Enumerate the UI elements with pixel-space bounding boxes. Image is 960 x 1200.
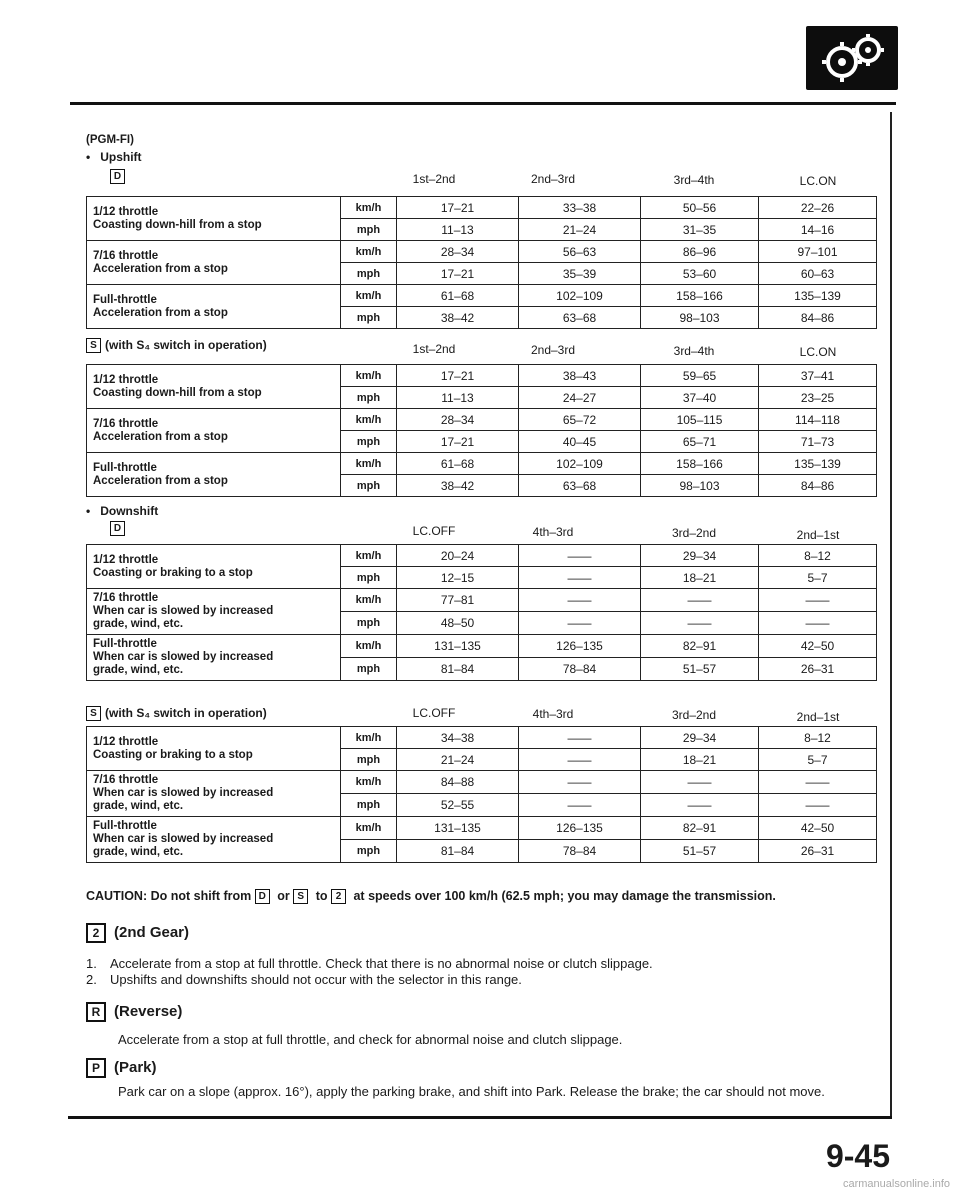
unit-cell: mph [341, 612, 397, 635]
speed-cell: 28–34 [397, 409, 519, 431]
table-row [87, 453, 877, 475]
unit-cell: mph [341, 263, 397, 285]
condition-line: Coasting or braking to a stop [93, 566, 253, 579]
unit-cell: mph [341, 387, 397, 409]
speed-cell: 38–42 [397, 307, 519, 329]
speed-cell: 78–84 [519, 658, 641, 681]
upshift-d-table [86, 196, 877, 329]
speed-cell: 24–27 [519, 387, 641, 409]
speed-cell: 38–42 [397, 475, 519, 497]
condition-line: 7/16 throttle [93, 774, 159, 786]
speed-cell: 65–71 [641, 431, 759, 453]
table-row [87, 727, 877, 749]
speed-cell: 33–38 [519, 197, 641, 219]
second-gear-heading: 2 (2nd Gear) [86, 923, 189, 943]
speed-cell: 53–60 [641, 263, 759, 285]
condition-cell [87, 589, 341, 635]
speed-cell: 158–166 [641, 453, 759, 475]
downshift-title: • Downshift [86, 504, 159, 518]
condition-line: Full-throttle [93, 638, 157, 650]
condition-cell [87, 365, 341, 409]
unit-cell: km/h [341, 589, 397, 612]
table-row [87, 285, 877, 307]
speed-cell: 42–50 [759, 817, 877, 840]
speed-cell: —— [759, 612, 877, 635]
speed-cell: —— [641, 589, 759, 612]
speed-cell: 8–12 [759, 727, 877, 749]
speed-cell: 5–7 [759, 749, 877, 771]
speed-cell: 51–57 [641, 658, 759, 681]
speed-cell: 82–91 [641, 817, 759, 840]
speed-cell: 37–41 [759, 365, 877, 387]
condition-line: Acceleration from a stop [93, 430, 228, 443]
caution-text: CAUTION: Do not shift from D or S to 2 at speeds over 100 km/h (62.5 mph; you may damage the transmission. [86, 889, 776, 903]
col-header: 1st–2nd [412, 342, 456, 356]
unit-cell: km/h [341, 771, 397, 794]
condition-cell [87, 635, 341, 681]
speed-cell: 52–55 [397, 794, 519, 817]
unit-cell: mph [341, 840, 397, 863]
col-header: 1st–2nd [412, 172, 456, 186]
speed-cell: 84–86 [759, 307, 877, 329]
s-range-box: S [86, 706, 101, 721]
condition-line: When car is slowed by increased [93, 787, 274, 799]
table-row [87, 241, 877, 263]
speed-cell: —— [641, 771, 759, 794]
condition-line: 7/16 throttle [93, 417, 159, 430]
speed-cell: 51–57 [641, 840, 759, 863]
unit-cell: km/h [341, 635, 397, 658]
speed-cell: 20–24 [397, 545, 519, 567]
unit-cell: km/h [341, 197, 397, 219]
unit-cell: km/h [341, 453, 397, 475]
speed-cell: 126–135 [519, 817, 641, 840]
second-range-box: 2 [86, 923, 106, 943]
unit-cell: mph [341, 219, 397, 241]
speed-cell: 29–34 [641, 545, 759, 567]
reverse-text: Accelerate from a stop at full throttle, and check for abnormal noise and clutch slippage. [118, 1032, 623, 1047]
park-range-box: P [86, 1058, 106, 1078]
page-number: 9-45 [825, 1138, 890, 1174]
col-header: 2nd–3rd [530, 172, 576, 186]
upshift-d-label [110, 168, 129, 186]
speed-cell: 56–63 [519, 241, 641, 263]
unit-cell: km/h [341, 241, 397, 263]
speed-cell: 63–68 [519, 475, 641, 497]
condition-line: When car is slowed by increased [93, 605, 274, 617]
condition-line: 1/12 throttle [93, 553, 159, 566]
speed-cell: 98–103 [641, 475, 759, 497]
speed-cell: —— [519, 612, 641, 635]
speed-cell: —— [759, 589, 877, 612]
speed-cell: 50–56 [641, 197, 759, 219]
table-row [87, 771, 877, 794]
unit-cell: mph [341, 749, 397, 771]
condition-cell [87, 285, 341, 329]
speed-cell: 8–12 [759, 545, 877, 567]
speed-cell: —— [519, 794, 641, 817]
col-header: LC.ON [799, 174, 837, 188]
col-header: 4th–3rd [532, 707, 574, 721]
col-header: 3rd–4th [673, 173, 715, 187]
speed-cell: 105–115 [641, 409, 759, 431]
park-text: Park car on a slope (approx. 16°), apply the parking brake, and shift into Park. Release the brake; the car should not move. [118, 1084, 825, 1099]
upshift-s-table [86, 364, 877, 497]
unit-cell: mph [341, 431, 397, 453]
downshift-d-table [86, 544, 877, 681]
second-range-box: 2 [331, 889, 346, 904]
condition-cell [87, 545, 341, 589]
unit-cell: mph [341, 567, 397, 589]
speed-cell: 71–73 [759, 431, 877, 453]
table-row [87, 545, 877, 567]
speed-cell: 17–21 [397, 431, 519, 453]
speed-cell: 131–135 [397, 817, 519, 840]
speed-cell: 12–15 [397, 567, 519, 589]
speed-cell: 135–139 [759, 285, 877, 307]
speed-cell: 131–135 [397, 635, 519, 658]
speed-cell: 97–101 [759, 241, 877, 263]
bottom-rule [68, 1116, 892, 1119]
speed-cell: —— [519, 749, 641, 771]
table-row [87, 817, 877, 840]
speed-cell: 48–50 [397, 612, 519, 635]
speed-cell: 40–45 [519, 431, 641, 453]
condition-line: 7/16 throttle [93, 249, 159, 262]
speed-cell: 102–109 [519, 285, 641, 307]
speed-cell: 18–21 [641, 749, 759, 771]
speed-cell: 98–103 [641, 307, 759, 329]
upshift-s-label: S (with S₄ switch in operation) [86, 338, 267, 353]
unit-cell: km/h [341, 727, 397, 749]
speed-cell: —— [641, 794, 759, 817]
unit-cell: km/h [341, 817, 397, 840]
unit-cell: mph [341, 658, 397, 681]
condition-cell [87, 241, 341, 285]
speed-cell: —— [519, 545, 641, 567]
second-gear-list: 1. Accelerate from a stop at full throttle. Check that there is no abnormal noise or clutch slippage. 2. Upshifts and downshifts should not occur with the selector in this range. [86, 956, 653, 987]
speed-cell: —— [759, 771, 877, 794]
speed-cell: 14–16 [759, 219, 877, 241]
unit-cell: km/h [341, 365, 397, 387]
condition-line: grade, wind, etc. [93, 846, 184, 858]
condition-cell [87, 771, 341, 817]
condition-line: Coasting down-hill from a stop [93, 386, 262, 399]
table-row [87, 197, 877, 219]
speed-cell: 77–81 [397, 589, 519, 612]
speed-cell: 126–135 [519, 635, 641, 658]
condition-line: Coasting down-hill from a stop [93, 218, 262, 231]
col-header: 3rd–4th [673, 344, 715, 358]
speed-cell: 38–43 [519, 365, 641, 387]
condition-cell [87, 727, 341, 771]
condition-line: Acceleration from a stop [93, 474, 228, 487]
speed-cell: —— [519, 589, 641, 612]
col-header: 2nd–1st [796, 528, 840, 542]
speed-cell: —— [641, 612, 759, 635]
speed-cell: 65–72 [519, 409, 641, 431]
unit-cell: mph [341, 475, 397, 497]
speed-cell: 23–25 [759, 387, 877, 409]
s-range-box: S [293, 889, 308, 904]
speed-cell: 61–68 [397, 285, 519, 307]
condition-line: Acceleration from a stop [93, 306, 228, 319]
d-range-box: D [255, 889, 270, 904]
col-header: 4th–3rd [532, 525, 574, 539]
speed-cell: —— [519, 567, 641, 589]
speed-cell: 42–50 [759, 635, 877, 658]
speed-cell: 59–65 [641, 365, 759, 387]
speed-cell: 28–34 [397, 241, 519, 263]
upshift-title: • Upshift [86, 150, 142, 164]
speed-cell: 17–21 [397, 197, 519, 219]
s-range-box: S [86, 338, 101, 353]
col-header: 3rd–2nd [671, 708, 717, 722]
reverse-heading: R (Reverse) [86, 1002, 182, 1022]
table-row [87, 409, 877, 431]
speed-cell: —— [759, 794, 877, 817]
condition-cell [87, 197, 341, 241]
col-header: LC.OFF [412, 706, 456, 720]
table-row [87, 589, 877, 612]
speed-cell: 22–26 [759, 197, 877, 219]
condition-line: Coasting or braking to a stop [93, 748, 253, 761]
condition-line: grade, wind, etc. [93, 618, 184, 630]
unit-cell: mph [341, 307, 397, 329]
table-row [87, 365, 877, 387]
reverse-range-box: R [86, 1002, 106, 1022]
speed-cell: 11–13 [397, 387, 519, 409]
condition-line: grade, wind, etc. [93, 664, 184, 676]
condition-line: When car is slowed by increased [93, 651, 274, 663]
table-row [87, 635, 877, 658]
d-range-box: D [110, 169, 125, 184]
condition-cell [87, 409, 341, 453]
downshift-s-label: S (with S₄ switch in operation) [86, 706, 267, 721]
speed-cell: 60–63 [759, 263, 877, 285]
condition-line: 1/12 throttle [93, 373, 159, 386]
speed-cell: 102–109 [519, 453, 641, 475]
watermark: carmanualsonline.info [842, 1178, 950, 1190]
speed-cell: 17–21 [397, 365, 519, 387]
unit-cell: km/h [341, 409, 397, 431]
park-heading: P (Park) [86, 1058, 157, 1078]
condition-line: Full-throttle [93, 820, 157, 832]
condition-cell [87, 817, 341, 863]
condition-line: 7/16 throttle [93, 592, 159, 604]
gear-icon [806, 26, 898, 90]
speed-cell: 29–34 [641, 727, 759, 749]
speed-cell: 21–24 [519, 219, 641, 241]
speed-cell: 81–84 [397, 658, 519, 681]
unit-cell: km/h [341, 285, 397, 307]
speed-cell: 135–139 [759, 453, 877, 475]
col-header: LC.ON [799, 345, 837, 359]
condition-line: grade, wind, etc. [93, 800, 184, 812]
condition-line: 1/12 throttle [93, 205, 159, 218]
unit-cell: mph [341, 794, 397, 817]
condition-line: Acceleration from a stop [93, 262, 228, 275]
speed-cell: 34–38 [397, 727, 519, 749]
speed-cell: 86–96 [641, 241, 759, 263]
speed-cell: 17–21 [397, 263, 519, 285]
top-rule [70, 102, 896, 105]
speed-cell: 21–24 [397, 749, 519, 771]
speed-cell: 18–21 [641, 567, 759, 589]
speed-cell: 81–84 [397, 840, 519, 863]
col-header: LC.OFF [412, 524, 456, 538]
col-header: 3rd–2nd [671, 526, 717, 540]
speed-cell: 78–84 [519, 840, 641, 863]
unit-cell: km/h [341, 545, 397, 567]
speed-cell: 37–40 [641, 387, 759, 409]
speed-cell: 114–118 [759, 409, 877, 431]
d-range-box: D [110, 521, 125, 536]
speed-cell: —— [519, 771, 641, 794]
speed-cell: 26–31 [759, 840, 877, 863]
speed-cell: 84–88 [397, 771, 519, 794]
speed-cell: 82–91 [641, 635, 759, 658]
condition-cell [87, 453, 341, 497]
speed-cell: 84–86 [759, 475, 877, 497]
speed-cell: 31–35 [641, 219, 759, 241]
speed-cell: 5–7 [759, 567, 877, 589]
col-header: 2nd–3rd [530, 343, 576, 357]
condition-line: Full-throttle [93, 293, 157, 306]
condition-line: When car is slowed by increased [93, 833, 274, 845]
speed-cell: 11–13 [397, 219, 519, 241]
downshift-d-label [110, 520, 129, 538]
condition-line: Full-throttle [93, 461, 157, 474]
speed-cell: 35–39 [519, 263, 641, 285]
speed-cell: —— [519, 727, 641, 749]
speed-cell: 158–166 [641, 285, 759, 307]
downshift-s-table [86, 726, 877, 863]
condition-line: 1/12 throttle [93, 735, 159, 748]
speed-cell: 63–68 [519, 307, 641, 329]
speed-cell: 26–31 [759, 658, 877, 681]
speed-cell: 61–68 [397, 453, 519, 475]
col-header: 2nd–1st [796, 710, 840, 724]
mode-label: (PGM-FI) [86, 134, 134, 146]
